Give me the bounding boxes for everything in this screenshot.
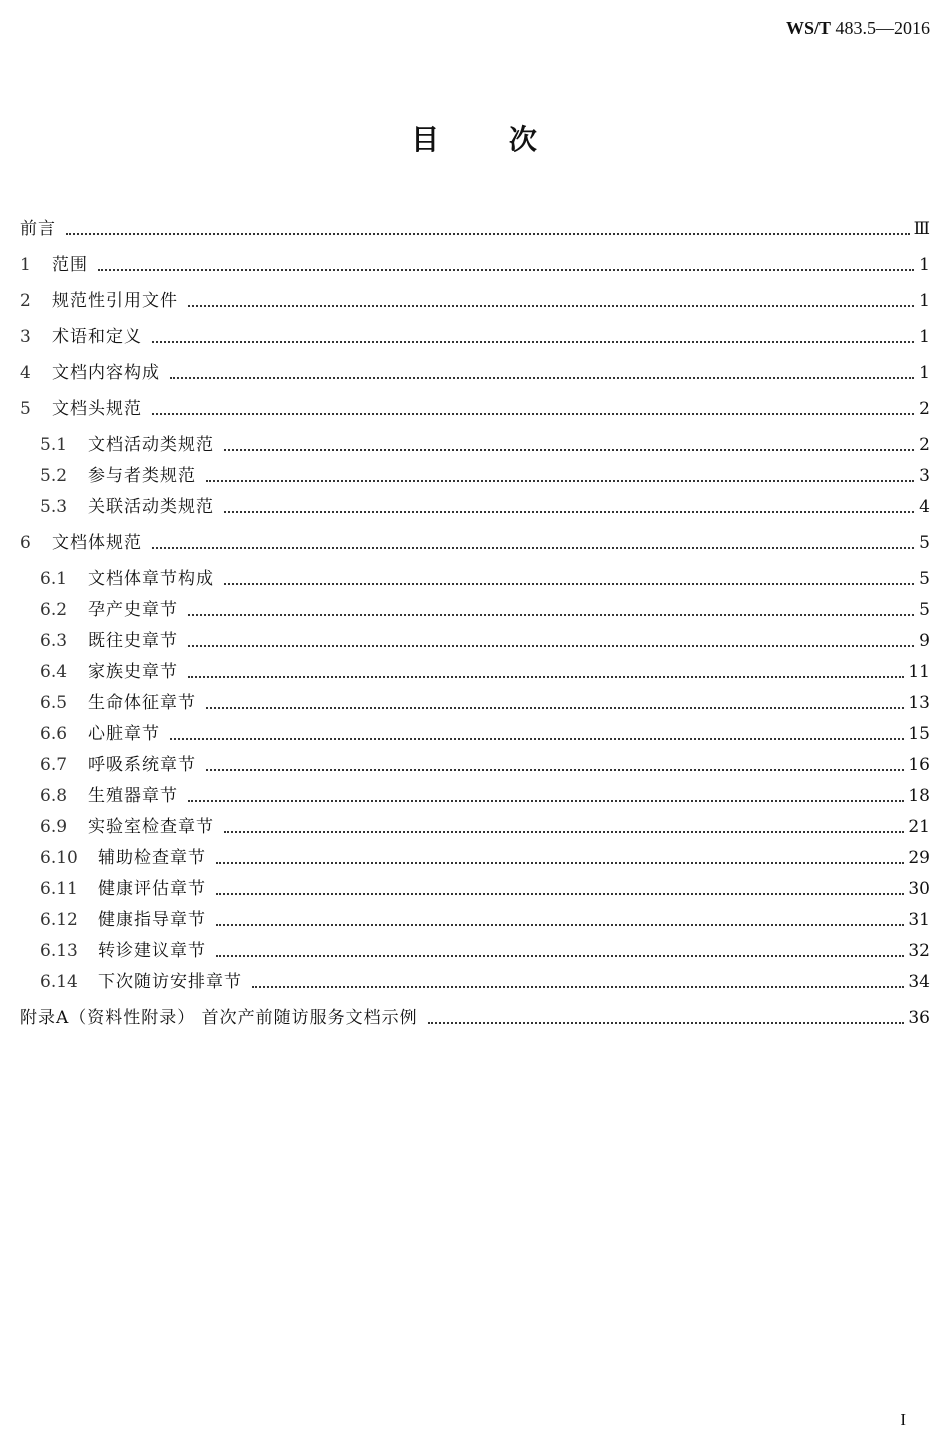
toc-entry-page: 36: [908, 1008, 930, 1028]
toc-entry-number: 5.1: [40, 435, 68, 455]
toc-entry[interactable]: [20, 430, 930, 460]
toc-entry[interactable]: [20, 250, 930, 280]
toc-dot-leader: [188, 613, 914, 616]
toc-entry[interactable]: [20, 461, 930, 491]
toc-entry[interactable]: [20, 492, 930, 522]
toc-dot-leader: [98, 268, 914, 271]
toc-entry[interactable]: [20, 843, 930, 873]
toc-entry-title: 辅助检查章节: [98, 848, 206, 868]
toc-entry-title: 文档内容构成: [52, 363, 160, 383]
toc-entry-number: 6.12: [40, 910, 78, 930]
toc-entry-page: 32: [908, 941, 930, 961]
toc-dot-leader: [216, 861, 904, 864]
toc-dot-leader: [224, 448, 914, 451]
toc-entry-title: 实验室检查章节: [88, 817, 214, 837]
toc-entry-number: 6.11: [40, 879, 78, 899]
toc-dot-leader: [206, 706, 904, 709]
toc-entry[interactable]: [20, 719, 930, 749]
page-title: 目 次: [411, 123, 539, 156]
toc-entry-title: 关联活动类规范: [88, 497, 214, 517]
toc-entry-title: 文档活动类规范: [88, 435, 214, 455]
toc-entry-number: 6.6: [40, 724, 68, 744]
toc-entry[interactable]: [20, 781, 930, 811]
toc-dot-leader: [216, 892, 904, 895]
toc-entry-page: 3: [919, 466, 930, 486]
toc-entry-page: 11: [908, 662, 930, 682]
toc-entry-title: 附录A（资料性附录） 首次产前随访服务文档示例: [20, 1008, 418, 1028]
toc-dot-leader: [188, 799, 904, 802]
toc-entry-title: 生命体征章节: [88, 693, 196, 713]
toc-entry-page: 4: [919, 497, 930, 517]
toc-entry-page: 5: [919, 533, 930, 553]
toc-entry-number: 6.14: [40, 972, 78, 992]
toc-entry-number: 1: [20, 255, 31, 275]
toc-entry-title: 前言: [20, 219, 56, 239]
toc-dot-leader: [170, 376, 914, 379]
standard-org: WS/T: [785, 18, 831, 38]
toc-entry-title: 文档头规范: [52, 399, 142, 419]
toc-dot-leader: [188, 644, 914, 647]
toc-dot-leader: [66, 232, 910, 235]
toc-entry-page: 1: [919, 363, 930, 383]
toc-entry-page: 2: [919, 435, 930, 455]
toc-entry-number: 6.10: [40, 848, 78, 868]
toc-entry-number: 5.3: [40, 497, 68, 517]
toc-entry-number: 6.2: [40, 600, 68, 620]
toc-entry-title: 术语和定义: [52, 327, 142, 347]
toc-entry-page: 15: [908, 724, 930, 744]
toc-entry-number: 6.8: [40, 786, 68, 806]
toc-entry-page: 1: [919, 327, 930, 347]
toc-entry-number: 6.5: [40, 693, 68, 713]
toc-entry-title: 家族史章节: [88, 662, 178, 682]
toc-entry[interactable]: [20, 358, 930, 388]
toc-entry[interactable]: [20, 750, 930, 780]
toc-entry-number: 5: [20, 399, 31, 419]
toc-entry-page: 21: [908, 817, 930, 837]
toc-entry[interactable]: [20, 394, 930, 424]
toc-entry[interactable]: [20, 626, 930, 656]
toc-dot-leader: [170, 737, 904, 740]
toc-entry[interactable]: [20, 1003, 930, 1033]
toc-entry[interactable]: [20, 322, 930, 352]
toc-entry-title: 规范性引用文件: [52, 291, 178, 311]
toc-entry-number: 2: [20, 291, 31, 311]
toc-dot-leader: [224, 830, 904, 833]
toc-entry-page: 1: [919, 291, 930, 311]
toc-entry[interactable]: [20, 967, 930, 997]
toc-dot-leader: [216, 923, 904, 926]
toc-entry-number: 6: [20, 533, 31, 553]
toc-entry-title: 健康评估章节: [98, 879, 206, 899]
toc-entry-page: 1: [919, 255, 930, 275]
toc-entry-page: 5: [919, 600, 930, 620]
toc-entry[interactable]: [20, 905, 930, 935]
toc-entry-page: 9: [919, 631, 930, 651]
toc-entry[interactable]: [20, 564, 930, 594]
toc-entry-number: 6.7: [40, 755, 68, 775]
toc-dot-leader: [152, 412, 914, 415]
toc-entry[interactable]: [20, 936, 930, 966]
toc-entry-title: 健康指导章节: [98, 910, 206, 930]
toc-dot-leader: [188, 675, 904, 678]
toc-entry[interactable]: [20, 528, 930, 558]
toc-entry-title: 下次随访安排章节: [98, 972, 242, 992]
toc-dot-leader: [152, 340, 914, 343]
toc-dot-leader: [206, 479, 914, 482]
toc-entry-page: 2: [919, 399, 930, 419]
toc-dot-leader: [428, 1021, 905, 1024]
toc-entry-page: 29: [908, 848, 930, 868]
toc-entry-title: 既往史章节: [88, 631, 178, 651]
toc-entry-page: 18: [908, 786, 930, 806]
standard-code: [786, 18, 930, 39]
toc-entry-title: 心脏章节: [88, 724, 160, 744]
toc-entry[interactable]: [20, 874, 930, 904]
toc-entry-number: 6.9: [40, 817, 68, 837]
toc-entry[interactable]: [20, 688, 930, 718]
toc-entry-page: 5: [919, 569, 930, 589]
toc-entry-title: 文档体规范: [52, 533, 142, 553]
footer-page-number: I: [900, 1410, 906, 1429]
toc-entry-title: 孕产史章节: [88, 600, 178, 620]
toc-entry-title: 生殖器章节: [88, 786, 178, 806]
toc-entry-title: 参与者类规范: [88, 466, 196, 486]
toc-entry[interactable]: [20, 657, 930, 687]
toc-entry-number: 4: [20, 363, 31, 383]
toc-entry-number: 6.1: [40, 569, 68, 589]
toc-entry-page: 13: [908, 693, 930, 713]
toc-entry-title: 范围: [52, 255, 88, 275]
toc-entry-page: 30: [908, 879, 930, 899]
toc-entry[interactable]: [20, 812, 930, 842]
toc-entry[interactable]: [20, 214, 930, 244]
toc-entry-title: 文档体章节构成: [88, 569, 214, 589]
toc-entry-page: 34: [908, 972, 930, 992]
toc-entry-number: 5.2: [40, 466, 68, 486]
toc-entry-number: 6.3: [40, 631, 68, 651]
toc-entry-title: 转诊建议章节: [98, 941, 206, 961]
toc-entry[interactable]: [20, 595, 930, 625]
toc-entry[interactable]: [20, 286, 930, 316]
standard-number: 483.5—2016: [835, 18, 930, 38]
toc-entry-title: 呼吸系统章节: [88, 755, 196, 775]
toc-dot-leader: [252, 985, 904, 988]
toc-dot-leader: [206, 768, 904, 771]
toc-dot-leader: [216, 954, 904, 957]
toc-dot-leader: [152, 546, 914, 549]
toc-entry-page: Ⅲ: [913, 219, 930, 239]
toc-dot-leader: [224, 582, 914, 585]
toc-dot-leader: [188, 304, 914, 307]
toc-entry-page: 31: [908, 910, 930, 930]
toc-entry-number: 6.4: [40, 662, 68, 682]
toc-dot-leader: [224, 510, 914, 513]
toc-entry-number: 3: [20, 327, 31, 347]
toc-entry-page: 16: [908, 755, 930, 775]
toc-entry-number: 6.13: [40, 941, 78, 961]
